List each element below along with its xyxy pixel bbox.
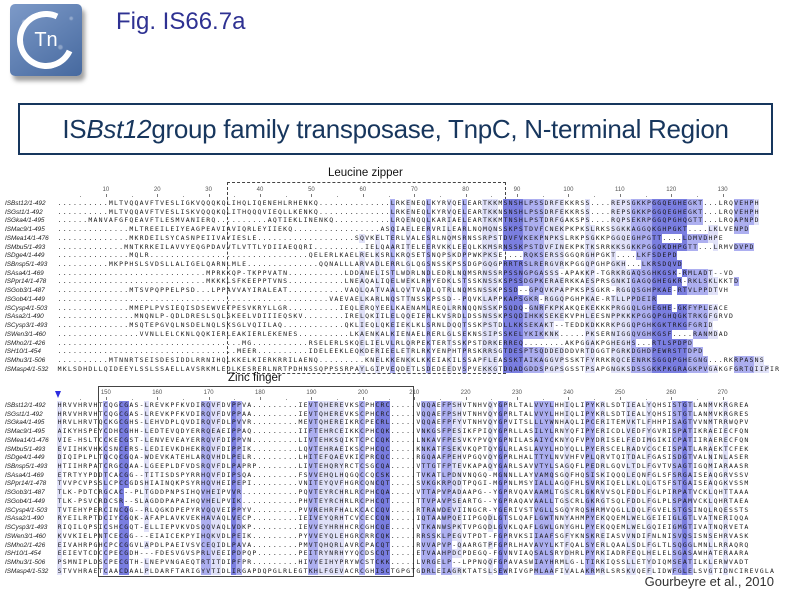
ruler-number: 240 bbox=[563, 390, 574, 396]
sequence-text: EVIIHKVHKCSNCERS-LEDIEVKDHEKRQVFDIPPIK.........LQVTEHRAEIKSCPHCQC.....KNKATFSEKVKQPTQYGLRLASLAVYLHDYQLLPYERSCELRADVCGCEISPATLARAEKTCFEK bbox=[57, 444, 749, 453]
ruler-tick bbox=[260, 194, 261, 197]
sequence-text: ..........MLTVQQAVFTVESLISKVQQQKQLITHQQQVIEQLLKENKQ..............LRKENEQLKYRVQELEARTKKNSNSHLPSSDRFEKKRSS....REPSGKKPGGQEGHEGKT...LRQVEHPH bbox=[57, 207, 759, 216]
alignment-row bbox=[0, 549, 790, 558]
ruler-number: 60 bbox=[359, 187, 367, 193]
logo-text: Tn bbox=[34, 28, 58, 51]
ruler-dot bbox=[132, 399, 133, 400]
sequence-name: ISGob3/1-487 bbox=[5, 287, 45, 295]
ruler-tick bbox=[209, 397, 210, 400]
ruler-dot bbox=[491, 399, 492, 400]
sequence-name: ISMea14/1-476 bbox=[5, 234, 49, 242]
sequence-name: ISMac9/1-495 bbox=[5, 226, 45, 234]
sequence-text: PSMNIPLDSCPECGTH-LNEPVNGAEQTRTITDIPFPR.........HIVYEIHYPRYWCSTCKK.....LVRGELP--LPPNQQFGPAVASWIAYHRMLG-LTIRKIQSSLLETYDIQMSEATILKLERWVADT bbox=[57, 557, 749, 566]
sequence-text: .....................................................VAEVAELKARLNQSTTNSSKPSSD--PQVKLAPPKAPSGKR-RGGQPGHPKAE-RTLLPPDEIR bbox=[57, 294, 657, 303]
ruler-dot bbox=[234, 196, 235, 197]
sequence-text: KVVKIELPNTCECGG---EIAICEKPYIHQKVDLPEIK.........PYVVEYQLEHGRCRRCQK.....RRSSKLPEGVTPDT-FGPRVKSIIAAFSGFYKNSKREIASVVNDIFNLNISVQSISNSEHRVASK bbox=[57, 531, 749, 540]
ruler-tick bbox=[363, 194, 364, 197]
ruler-tick bbox=[671, 397, 672, 400]
ruler-number: 260 bbox=[666, 390, 677, 396]
alignment-row bbox=[0, 479, 790, 488]
ruler-dot bbox=[543, 196, 544, 197]
ruler-dot bbox=[440, 196, 441, 197]
ruler-number: 170 bbox=[203, 390, 214, 396]
ruler-number: 70 bbox=[410, 187, 418, 193]
sequence-text: MKLSDHDLLQIDEEYLSSLSSAELLAVSRKMLEDLKESRERLNRTPDHNSSQPPSSRPAYLGIPVEQDETLSDEDEEDVSPVEKKGTDQADGDDSPGPSGSSTPSAPGNGKSDSSGKKPKGRAGKPVGAKGFGRTQIIPIR bbox=[57, 364, 780, 373]
sequence-name: ISGob4/1-449 bbox=[5, 295, 45, 303]
ruler-dot bbox=[286, 399, 287, 400]
ruler-number: 110 bbox=[615, 187, 625, 193]
sequence-name: ISWen3/1-460 bbox=[5, 330, 46, 338]
ruler-tick bbox=[363, 397, 364, 400]
alignment-row bbox=[0, 225, 790, 234]
alignment-row bbox=[0, 488, 790, 497]
ruler-number: 90 bbox=[513, 187, 521, 193]
alignment-row bbox=[0, 427, 790, 436]
alignment-row bbox=[0, 523, 790, 532]
ruler-tick bbox=[311, 397, 312, 400]
sequence-text: TLK-PSVCRDCSR--SLAGDDPAPAIHQVHELPVIK...........PHVTEYRCHRLRCPHCQT.....TTVPAVPSEARTG--YGPRAQAVAALLTGSCRLGKRGTSQLFDDLFGLPLSPAMVCKLQHRTAEA bbox=[57, 496, 749, 505]
ruler-dot bbox=[183, 196, 184, 197]
ruler-number: 270 bbox=[717, 390, 728, 396]
ruler-dot bbox=[132, 196, 133, 197]
ruler-number: 100 bbox=[563, 187, 574, 193]
alignment-row bbox=[0, 216, 790, 225]
tn-logo bbox=[10, 4, 82, 76]
sequence-name: ISGka4/1-495 bbox=[5, 217, 45, 225]
sequence-name: ISMbu5/1-493 bbox=[5, 445, 46, 453]
sequence-text: ..............MMEPLPVSIEQISDSEWVETPESVKRYLLGR..........IEQLERQYEELKAENAMLREQLRRNQQNSSKPSQDQ-GNRFKPKAKQEKEKKKPRGGQLGHEGHE-GKFYPLEACE bbox=[57, 303, 728, 312]
sequence-name: ISGst1/1-492 bbox=[5, 208, 43, 216]
alignment-row bbox=[0, 269, 790, 278]
ruler-dot bbox=[543, 399, 544, 400]
sequence-text: ..............MKRDEILSYCASNPEIIVAYIESLE...................SQVKELTERLVALESRLNQMSRNSSRPSTDVFVKEKPNPKSLRKPSGKKPGGQEGHPGTT....LDMVDHPE bbox=[57, 233, 723, 242]
sequence-text: ..............MTSVPQPPELPSD...LPPAVVAYIRALEAT...........VAQLQATVAALQVTVADLQTRLNQMSNSSKPSSD--GPQVKPAPPKSPSGKR-RGGQSGHPKAE-RTVLPPDTVH bbox=[57, 286, 728, 295]
sequence-name: ISCysp4/1-503 bbox=[5, 304, 48, 312]
sequence-name: ISH10/1-454 bbox=[5, 550, 41, 558]
alignment-rows-bottom bbox=[0, 401, 790, 575]
sequence-name: ISMasp4/1-532 bbox=[5, 365, 49, 373]
ruler-tick bbox=[311, 194, 312, 197]
sequence-text: ..........MTNNRTSEISDESIDDLRRNIHQLKKELKIERKRRILAENQ.........KNELKKENKKLKKEIAKILSSAPFLEASSKTAIKAGGVPSSKTFYRRKRQCEENRKSGGQPGHEGNG...RKRPASNS bbox=[57, 355, 764, 364]
sequence-name: ISMhu3/1-506 bbox=[5, 558, 46, 566]
ruler-dot bbox=[80, 399, 81, 400]
alignment-row bbox=[0, 514, 790, 523]
sequence-name: ISBnsp5/1-493 bbox=[5, 261, 48, 269]
ruler-number: 20 bbox=[153, 187, 161, 193]
ruler-dot bbox=[594, 196, 595, 197]
ruler-tick bbox=[260, 397, 261, 400]
sequence-name: ISCysp3/1-493 bbox=[5, 524, 48, 532]
ruler-number: 250 bbox=[614, 390, 625, 396]
ruler-number: 10 bbox=[102, 187, 110, 193]
ruler-number: 220 bbox=[460, 390, 471, 396]
ruler-dot bbox=[234, 399, 235, 400]
leucine-zipper-label: Leucine zipper bbox=[327, 167, 403, 179]
sequence-text: ETRTYYPDDTCACGG--TITISDSPYRRHQVFDIPSQA.........FSVVEHQLHQGQCCQCSK.....TVKATLPDNVNQGQ-MGNNLLAYVAMQSGQFHQSISKIQQQLEQNFGLSFSRGAISEAQGRVSSV bbox=[57, 470, 749, 479]
sequence-name: ISWen3/1-460 bbox=[5, 532, 46, 540]
alignment-row bbox=[0, 471, 790, 480]
sequence-text: ....................................MG...........RSELERLSKQELIELVLRLQRPEKTERTSSKPSTDRKERREQ........AKPGGAKPGHEGHS...RTLSPDPD bbox=[57, 338, 692, 347]
sequence-name: ISMasp4/1-532 bbox=[5, 567, 49, 575]
ruler-tick bbox=[106, 397, 107, 400]
sequence-text: TVTEHYPERCINCQG--RLQGKDPEPYRVQQVEIPPYV.........PVVREHRFHALKCACCQV.....RTRAWDEVIINGCR-YGERIVSTVGLLSGQYRQSHRMVQGLLDQLFGVELSTGSINQLRQESSTS bbox=[57, 505, 749, 514]
ruler-tick bbox=[517, 397, 518, 400]
sequence-name: ISH10/1-454 bbox=[5, 348, 41, 356]
ruler-tick bbox=[723, 194, 724, 197]
alignment-rows-top bbox=[0, 199, 790, 373]
sequence-text: ..........MKPPHSLSVDSLLALIGELQARNLMLE..............QQNALLLARVADLERRLGLQGSNSSKPSSDGPGQGPRRTRSLRERGVRKPGGQPGHPGKH...LKRSDQVD bbox=[57, 260, 682, 269]
alignment-row bbox=[0, 277, 790, 286]
figure-label: Fig. IS66.7a bbox=[116, 8, 246, 35]
sequence-text: HRVLHRVTQCKGCGHS-LEHVDPLQVDIRQVFDLPVVR.........MEVTQHEREIKRCPECRL.....VQQAEFPFYVTNHVQYGPVITSLLLYWNHAQLIPCERITEMVKTLFHHPISAGTVVNMTRRWQPV bbox=[57, 418, 749, 427]
ruler-number: 40 bbox=[256, 187, 264, 193]
ruler-number: 120 bbox=[666, 187, 677, 193]
alignment-row bbox=[0, 243, 790, 252]
sequence-name: ISDge4/1-449 bbox=[5, 252, 45, 260]
sequence-text: VIE-HSLTCCKECGST-LENVEVEAYERRQVFDIPPVN.........LIVTEHKSQIKTCPCCQK.....LNKAVFPESVKYPVQYGPNILASAIYCKNYQFVPYDRISELFEDIMGIKICPATIIRAERECFQN bbox=[57, 435, 749, 444]
alignment-row bbox=[0, 286, 790, 295]
sequence-text: ..............MLTREEILEIYEAGPEAVIAVIQRLEYIIEKQ.................ASQIAELEERVRILEARLNQMQNSSKPSTDVFCNEKPKPKSLRKSSGKKAGGQKGHPGKT....LKLVENPD bbox=[57, 225, 749, 234]
alignment-row bbox=[0, 401, 790, 410]
alignment-row bbox=[0, 260, 790, 269]
alignment-row bbox=[0, 453, 790, 462]
sequence-name: ISAsa4/1-469 bbox=[5, 269, 44, 277]
sequence-name: ISBst12/1-492 bbox=[5, 200, 46, 207]
alignment-row bbox=[0, 234, 790, 243]
ruler-number: 230 bbox=[512, 390, 523, 396]
sequence-name: ISPpr14/1-478 bbox=[5, 278, 47, 286]
ruler-tick bbox=[517, 194, 518, 197]
sequence-name: ISMbu5/1-493 bbox=[5, 243, 46, 251]
alignment-row bbox=[0, 251, 790, 260]
sequence-text: EEIEVTCDCCPECGDH---FDESVGVSPRLVEEIPDPQP........PEITRYNRHYYQCDSCQT.....ETVAAHPDCPDEGQ-FGVNVIAQSALSRYDHRLPYRKIADRFEQLHELELSGASAWHATERAARA bbox=[57, 549, 749, 558]
alignment-row bbox=[0, 312, 790, 321]
alignment-row bbox=[0, 330, 790, 339]
title-banner bbox=[18, 103, 773, 155]
sequence-name: ISGst1/1-492 bbox=[5, 410, 43, 418]
alignment-row bbox=[0, 295, 790, 304]
sequence-text: ...................................MEER..........IDELEEKLEQKDERIEELETRLRKYENPHTPRSKRRSGTDESPTSQDDEDDDVRTDGGTPGRKDGHDPEWRSTTDPD bbox=[57, 347, 703, 356]
sequence-name: ISGob4/1-449 bbox=[5, 497, 45, 505]
sequence-text: HRVVHRVHTCQGCGAS-LREVKPFKVDIRQVFDVPPAA.........IEVTQHEREVKSCPHCRC.....VQQAEFPSHVTNHVQYGPRLTALVVYLHHIQLIPYKRLSDTIEALYQHSISTGTLANMVKRGRES bbox=[57, 409, 749, 418]
ruler-dot bbox=[337, 196, 338, 197]
sequence-text: .............................MPRKKQP-TKPPVATN...........LDDANELISTLWDRLNDLEDRLNQMSRNSSRPSSNGPGASSS-APAKKP-TGRKRGAQSGHKGSK-RMLADT--VD bbox=[57, 268, 733, 277]
ruler-tick bbox=[723, 397, 724, 400]
ruler-tick bbox=[671, 194, 672, 197]
sequence-name: ISPpr14/1-478 bbox=[5, 480, 47, 488]
ruler-tick bbox=[620, 397, 621, 400]
sequence-text: ...............MNQNLP-QDLDRESLSQLSKEELVDIIIEQSKV........IRELQKIILELQQEIERLKVSRDLDSSNSSKPSQDIHKKSEKEKVPHLEESNPPKKKPGGQPGHQGKTRKGFGRVD bbox=[57, 312, 733, 321]
ruler-tick bbox=[568, 397, 569, 400]
ruler-number: 200 bbox=[357, 390, 368, 396]
sequence-text: HTIIHRPATCRGCQAA-LGEEPLDFVDSRQVFDLPAPRP........LIVTEHQRYRCTCSGCQA.....VTTGTFPTEVKAPAQYGARLSAVVTYLSAGQFLPEDRLGQVLTDLFGVTVSAGTIGQMIARAASR bbox=[57, 462, 749, 471]
sequence-name: ISGob3/1-487 bbox=[5, 489, 45, 497]
ruler-tick bbox=[157, 397, 158, 400]
sequence-name: ISMac9/1-495 bbox=[5, 428, 45, 436]
ruler-dot bbox=[594, 399, 595, 400]
ruler-tick bbox=[106, 194, 107, 197]
title-suffix: group family transposase, TnpC, N-terminal Region bbox=[151, 113, 729, 144]
sequence-text: ..........MLTVQQAVFTVESLIGKVQQQKQLIHQLIQENEHLRHENKQ..............LRKENEQLKYRVQELEARTKKMSNSHLPSSDRFEKKRSS....REPSGKKPGGQEGHEGKT...LRQVEHPH bbox=[57, 199, 759, 207]
ruler-number: 180 bbox=[255, 390, 266, 396]
title-italic: Bst12 bbox=[86, 113, 152, 144]
alignment-row bbox=[0, 541, 790, 550]
ruler-dot bbox=[440, 399, 441, 400]
sequence-text: ..............MQLR...............................QELERLKAELRELKSRLKRQSETSNQPSKDPPWKPKSE....RQKSERSSGGQRGHPGKT....LKFSDEPD bbox=[57, 251, 677, 260]
ruler-tick bbox=[620, 194, 621, 197]
sequence-name: ISAsa2/1-490 bbox=[5, 515, 44, 523]
ruler-number: 50 bbox=[308, 187, 315, 193]
ruler-tick bbox=[157, 194, 158, 197]
sequence-name: ISAsa2/1-490 bbox=[5, 313, 44, 321]
sequence-name: ISBnsp5/1-493 bbox=[5, 463, 48, 471]
alignment-row bbox=[0, 199, 790, 208]
ruler-dot bbox=[646, 196, 647, 197]
ruler-number: 190 bbox=[306, 390, 317, 396]
ruler-number: 30 bbox=[205, 187, 212, 193]
sequence-text: .............................MKKKLSFKEEPPTVNS...........LNEAQALIQELWEKLRHYEDKLSTSSKNSSKSPSSDGPKERAERKKAESPRSGNKIGAGQGHEGKR-RKLSKLKKTD bbox=[57, 277, 739, 286]
sequence-text: STVVHRAETCAACDAALPLDARFTARIGYVTIDLIRGAPDQPGLRLEGTKHLFGEVACRCGHISCTGPGTGDRLEIAGRKTATSLSEWRIVGPMLAAFIVALAKRMRLSRSKVQEFLIDWFGLELSVGTIDNCIREVGLA bbox=[57, 566, 774, 575]
sequence-text: TLK-PDTCRGCAC--PLTGDDPNPSIHQVHEIPVVR...........PQVTEYRCHRLRCPHCQA.....VTTAPVPADAAPG--YGPRVQAVAAMLTGSCRLGKRVVSQLFDDLFGLPIRPATVCKLQHTTAAA bbox=[57, 488, 749, 497]
sequence-name: ISMea14/1-476 bbox=[5, 436, 49, 444]
ruler-number: 160 bbox=[152, 390, 163, 396]
alignment-row bbox=[0, 462, 790, 471]
zinc-finger-label: Zinc finger bbox=[228, 372, 282, 384]
sequence-name: ISAsa4/1-469 bbox=[5, 471, 44, 479]
alignment-row bbox=[0, 304, 790, 313]
ruler-dot bbox=[697, 399, 698, 400]
alignment-row bbox=[0, 436, 790, 445]
sequence-text: ................VVNLLELCKNLQQKIERLEAKIERLEKENES..........LKAENKALKIENAELRERLGLSEKNSSIPSSKELYKIKKNK.....PKSERNIGGQVGHKGSF....RANMDAD bbox=[57, 329, 728, 338]
ruler-dot bbox=[646, 399, 647, 400]
sequence-text: RIQILQPSICSHCGQT-ELLIEPVKVDSQQVAQLVDKP.........IEVVEYHRHHCRCGHCQE.....VTKANWSPKTVPGQDLGVKLQAFLGWLGNYGHLPYEKQQEMLWELGQIEIGMGTIVATNQRVETA bbox=[57, 523, 749, 532]
sequence-text: DIQIPLPLTQCQCGQA-WDEVKATEHLARQVHDLPELR.........LHITEFQAEVKICPRCQC.....RGQAAFPEHVPGQVQYGPRLHALTTYLNVVHFVPLQRVTQITDALFGASISDGTVALNINLASER bbox=[57, 453, 749, 462]
alignment-row bbox=[0, 445, 790, 454]
sequence-name: ISMho2/1-426 bbox=[5, 541, 46, 549]
ruler-dot bbox=[697, 196, 698, 197]
sequence-name: ISGka4/1-495 bbox=[5, 419, 45, 427]
ruler-dot bbox=[337, 399, 338, 400]
alignment-row bbox=[0, 339, 790, 348]
ruler-tick bbox=[414, 397, 415, 400]
alignment-row bbox=[0, 347, 790, 356]
ruler-tick bbox=[568, 194, 569, 197]
alignment-row bbox=[0, 410, 790, 419]
ruler-number: 150 bbox=[100, 390, 111, 396]
ruler-dot bbox=[286, 196, 287, 197]
sequence-text: .............MNTKRKEILAVVYEQGPDAVVTLVTTLYDIIAEQQRI..........IELQAARITELEERVKKLEEQLKKMSRNSSKPSTDVFINEKPKTKSRRKKSGKKPGGQKDHPGTT...LRMVDVPD bbox=[57, 242, 754, 251]
sequence-text: EIVAHRPGHCPCCGGVLAPDLPAEIVSVCEQIDLPAVA.........PMVTQHQRLAVRCPACQT.....RVVAPVP-QAARGTPFGPRLHAVAVYLKTFQALSYERLQAALSDLFGLTLSQGGLMNLLRRAQRQ bbox=[57, 540, 749, 549]
alignment-row bbox=[0, 558, 790, 567]
ruler-dot bbox=[80, 196, 81, 197]
alignment-row bbox=[0, 356, 790, 365]
alignment-row bbox=[0, 497, 790, 506]
sequence-name: ISMhu3/1-506 bbox=[5, 356, 46, 364]
ruler-dot bbox=[491, 196, 492, 197]
ruler-dot bbox=[389, 196, 390, 197]
ruler-tick bbox=[414, 194, 415, 197]
alignment-row bbox=[0, 208, 790, 217]
sequence-name: ISCysp4/1-503 bbox=[5, 506, 48, 514]
alignment-row bbox=[0, 506, 790, 515]
sequence-text: RYEILRPTDCIYCGQK-AFAPLAVKVEKHAVAQLVECP.........IEIVEYQRHTCVCECCQN.....IQTAAWPQEIIPGQDLGTSLQAFLGWTNNYAHMPYEKQQEMLWELGEIEIGLGTLVATNERIQQA bbox=[57, 514, 749, 523]
ruler-tick bbox=[466, 194, 467, 197]
ruler-number: 80 bbox=[462, 187, 469, 193]
alignment-row bbox=[0, 321, 790, 330]
title-prefix: IS bbox=[62, 113, 87, 144]
sequence-text: ......MANVAFGFQEAVFTLESMVANIERQ..........AQTIEKLINENKQ...........LRQENQQLKARIAELEARTKKMTNSHLPSTDRFGAKSPS....RQPSEKRPGGQPGHQGTT...LRQAPNPD bbox=[57, 216, 759, 225]
sequence-name: ISCysp3/1-493 bbox=[5, 322, 48, 330]
ruler-dot bbox=[183, 399, 184, 400]
ruler-number: 130 bbox=[717, 187, 728, 193]
citation: Gourbeyre et al., 2010 bbox=[644, 574, 774, 589]
ruler-dot bbox=[389, 399, 390, 400]
alignment-row bbox=[0, 418, 790, 427]
sequence-text: ..............MSQTEPGVQLNSDELNQLSKSGLVQIILAQ............QKLIEQLQKEIEKLKLSRNLDQQTSSKPSTDLLKKSEKAKT--TEDDKDKKRKPGGQPGHKGKTRKGFGRID bbox=[57, 321, 713, 330]
sequence-name: ISBst12/1-492 bbox=[5, 402, 46, 409]
ruler-tick bbox=[466, 397, 467, 400]
sequence-name: ISMho2/1-426 bbox=[5, 339, 46, 347]
sequence-name: ISDge4/1-449 bbox=[5, 454, 45, 462]
ruler-tick bbox=[209, 194, 210, 197]
sequence-text: AIKYHSPEYCDHCGHH-LEDTEVQDYERRQEAEIPPAQ.........IIFTEHRCEIKKCPHCQK.....VNKGSFPESIKFPIQYGPRLLASILYLRNYQFIPYERICDLVEDFYGVRISPATIKRAEIECFQN bbox=[57, 427, 749, 436]
ruler-number: 210 bbox=[409, 390, 420, 396]
sequence-text: HRVVHRVHTCQGCGAS-LREVKPFKVDIRQVFDVPPVA.........IEVTQHEREVKSCPHCRC.....VQQAEFPSHVTNHVQYGPRLTALVVYLHHIQLIPYKRLSDTIEALYQHSISTGTLANMVKRGREA bbox=[57, 401, 749, 409]
sequence-text: TVVPCVPSSLCPCCGDSHIAINQKPSYRHQVHEIPEPI.........VNITEYQVFHGRCQNCQT.....SVKGKRPQDTPQGI-MGPNLMSYIALLAGQFHLSVRKIQELLKLQLGTSFSTGAISEAQGKVSSM bbox=[57, 479, 749, 488]
alignment-row bbox=[0, 532, 790, 541]
ruler-top bbox=[0, 187, 790, 199]
